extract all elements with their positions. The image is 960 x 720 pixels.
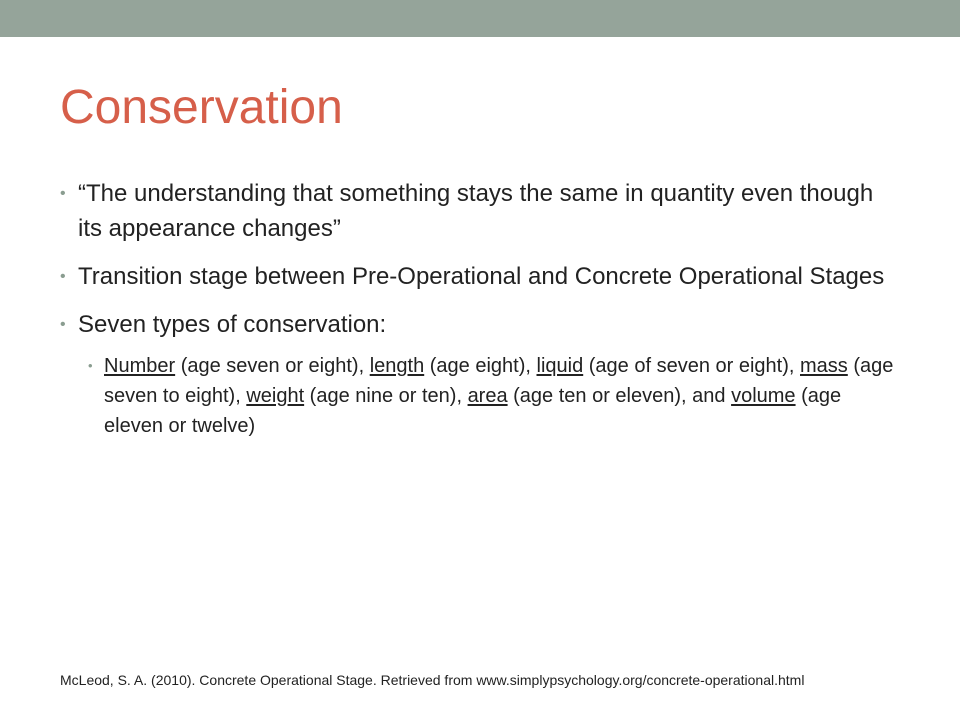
age-length: (age eight), <box>424 355 537 377</box>
age-mass: (age seven to eight), <box>104 355 894 407</box>
term-weight: weight <box>246 385 305 407</box>
age-liquid: (age of seven or eight), <box>583 355 800 377</box>
term-area: area <box>467 385 508 407</box>
bullet-definition <box>60 176 900 246</box>
citation: McLeod, S. A. (2010). Concrete Operational Stage. Retrieved from www.simplypsychology.org/concrete-operational.html <box>60 672 805 688</box>
term-volume: volume <box>731 385 796 407</box>
sub-bullet-text <box>104 355 893 437</box>
bullet-transition-stage <box>60 259 900 294</box>
term-mass: mass <box>800 355 848 377</box>
bullet-text: Transition stage between Pre-Operational and Concrete Operational Stages <box>78 263 885 290</box>
bullet-dot-icon: • <box>60 268 66 285</box>
slide-body <box>60 176 900 441</box>
term-number: Number <box>104 355 176 377</box>
sub-bullet-dot-icon: • <box>88 358 93 373</box>
slide-title: Conservation <box>60 81 343 134</box>
age-weight: (age nine or ten), <box>304 385 468 407</box>
bullet-text: “The understanding that something stays the same in quantity even though its appearance changes” <box>78 180 874 242</box>
top-accent-bar <box>0 0 960 37</box>
term-liquid: liquid <box>536 355 584 377</box>
bullet-dot-icon: • <box>60 316 66 333</box>
term-length: length <box>369 355 425 377</box>
age-area: (age ten or eleven), and <box>507 385 732 407</box>
sub-bullet-conservation-types <box>88 351 900 441</box>
age-volume: (age eleven or twelve) <box>104 385 842 437</box>
bullet-dot-icon: • <box>60 185 66 202</box>
age-number: (age seven or eight), <box>175 355 370 377</box>
bullet-seven-types <box>60 307 900 342</box>
bullet-text: Seven types of conservation: <box>78 311 387 338</box>
